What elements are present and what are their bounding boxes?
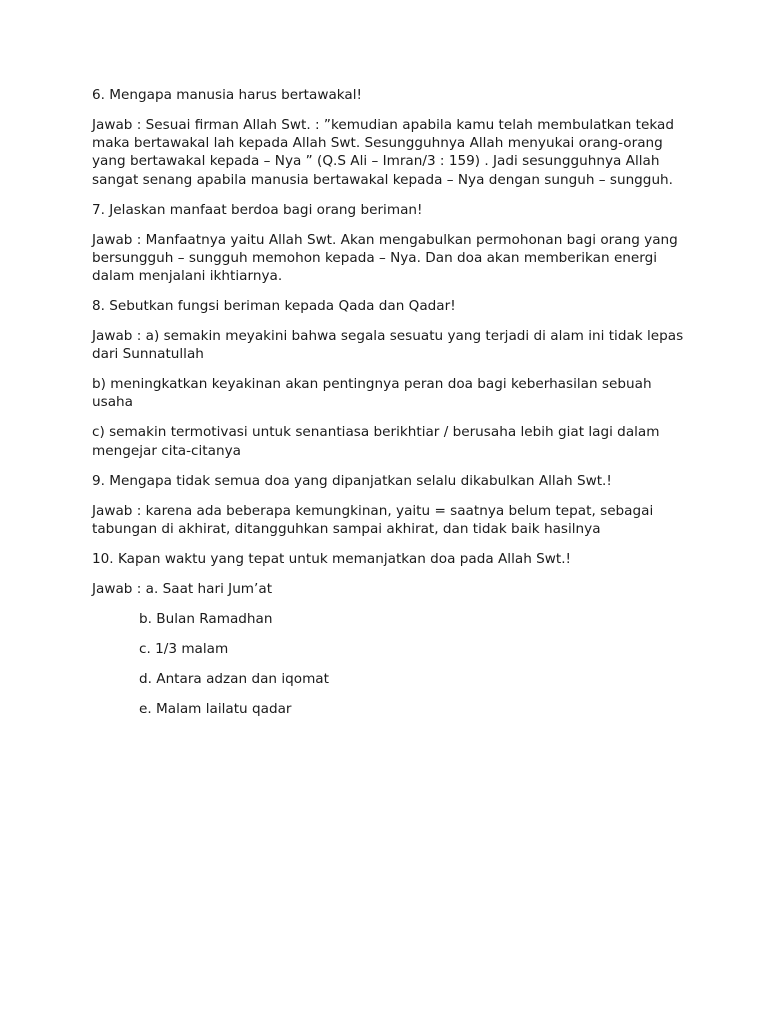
answer-8-b: b) meningkatkan keyakinan akan pentingnya peran doa bagi keberhasilan sebuah usaha (92, 376, 652, 411)
answer-6: Jawab : Sesuai firman Allah Swt. : ”kemudian apabila kamu telah membulatkan tekad maka bertawakal lah kepada Allah Swt. Sesungguhnya Allah menyukai orang-orang yang bertawakal kepada – Nya ” (Q.S Ali – Imran/3 : 159) . Jadi sesungguhnya Allah sangat senang apabila manusia bertawakal kepada – Nya dengan sunguh – sungguh. (92, 117, 674, 188)
answer-8-c: c) semakin termotivasi untuk senantiasa berikhtiar / berusaha lebih giat lagi dalam mengejar cita-citanya (92, 424, 660, 459)
answer-8-a: Jawab : a) semakin meyakini bahwa segala sesuatu yang terjadi di alam ini tidak lepas dari Sunnatullah (92, 328, 684, 363)
answer-7: Jawab : Manfaatnya yaitu Allah Swt. Akan mengabulkan permohonan bagi orang yang bersungguh – sungguh memohon kepada – Nya. Dan doa akan memberikan energi dalam menjalani ikhtiarnya. (92, 231, 678, 285)
answer-10-b: b. Bulan Ramadhan (139, 610, 273, 627)
answer-10-d: d. Antara adzan dan iqomat (139, 670, 329, 687)
answer-10-c: c. 1/3 malam (139, 640, 229, 657)
answer-10-a: Jawab : a. Saat hari Jum’at (92, 580, 273, 597)
answer-9: Jawab : karena ada beberapa kemungkinan, yaitu = saatnya belum tepat, sebagai tabungan di akhirat, ditangguhkan sampai akhirat, dan tidak baik hasilnya (92, 502, 654, 537)
question-10: 10. Kapan waktu yang tepat untuk memanjatkan doa pada Allah Swt.! (92, 550, 571, 567)
answer-10-e: e. Malam lailatu qadar (139, 700, 292, 717)
document-page (92, 86, 692, 730)
question-8: 8. Sebutkan fungsi beriman kepada Qada dan Qadar! (92, 298, 456, 315)
question-6: 6. Mengapa manusia harus bertawakal! (92, 87, 362, 103)
question-9: 9. Mengapa tidak semua doa yang dipanjatkan selalu dikabulkan Allah Swt.! (92, 472, 612, 489)
question-7: 7. Jelaskan manfaat berdoa bagi orang beriman! (92, 201, 423, 218)
